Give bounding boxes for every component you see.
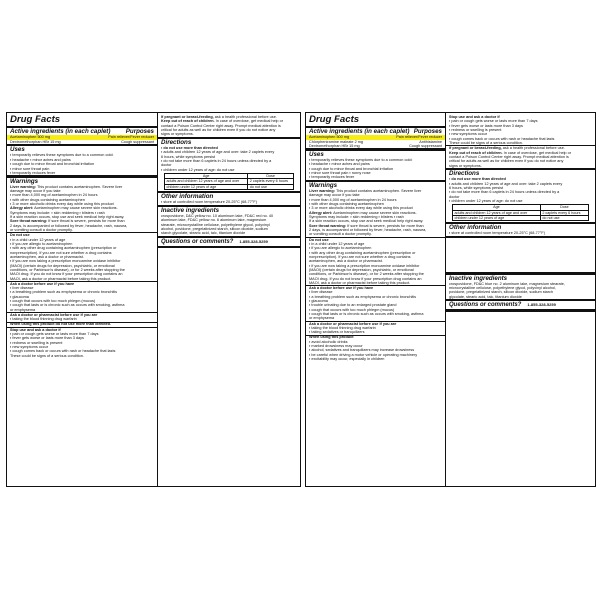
text-line: glycolate, stearic acid, talc, titanium dioxide — [449, 294, 522, 299]
inactive-ingredients-list — [446, 282, 595, 299]
text-line: Allergy alert: Acetaminophen may cause severe skin reactions. — [10, 206, 118, 211]
text-line: crospovidone, D&C yellow no. 10 aluminum lake, FD&C red no. 40 — [161, 213, 274, 218]
text-line: signs or symptoms. — [161, 132, 194, 137]
ask-doctor-heading: Ask a doctor before use if you have — [10, 281, 75, 286]
text-line: ▪ more than 4,000 mg of acetaminophen in 24 hours — [309, 197, 397, 202]
text-line: (MAOI) (certain drugs for depression, psychiatric, or emotional — [309, 267, 414, 272]
text-line: ▪ headache ▪ minor aches and pains — [309, 162, 370, 167]
text-line: ▪ redness or swelling is present — [10, 340, 63, 345]
text-line: Allergy alert: Acetaminophen may cause severe skin reactions. — [309, 210, 417, 215]
ask-pharmacist-heading: Ask a doctor or pharmacist before use if you are — [10, 312, 98, 317]
active-ingredients-header: Active ingredients (in each caplet) Purposes — [10, 128, 154, 136]
dose-table-dose-header: Dose — [248, 174, 294, 179]
text-line: ▪ more than 4,000 mg of acetaminophen in 24 hours — [10, 193, 98, 198]
dose-table-cell: do not use — [540, 215, 588, 220]
drug-facts-title: Drug Facts — [10, 114, 61, 125]
do-not-use-heading: Do not use — [10, 233, 30, 238]
text-line: ▪ cough comes back or occurs with rash or headache that lasts — [449, 136, 555, 141]
text-line: ▪ with other drugs containing acetaminophen — [10, 197, 85, 202]
do-not-use-list — [306, 242, 445, 285]
inactive-ingredients-list — [158, 214, 300, 236]
text-line: ▪ if you are now taking a prescription monoamine oxidase inhibitor — [309, 263, 420, 268]
inactive-ingredients-heading: Inactive ingredients — [449, 274, 508, 282]
text-line: ▪ store at controlled room temperature 20-25°C (68-77°F) — [161, 200, 257, 205]
warnings-list — [306, 189, 445, 237]
questions-line: Questions or comments? 1-855-328-5259 — [161, 239, 268, 246]
label-2-left-column — [306, 113, 446, 486]
text-line: contact a Poison Control Center right away. Prompt medical attention is — [161, 123, 281, 128]
ingredient-row: Acetaminophen 500 mg Pain reliever/Fever reducer — [7, 135, 157, 139]
text-line: damage may occur if you take — [309, 193, 360, 198]
phone-number[interactable]: 1-855-328-5259 — [239, 239, 268, 245]
text-line: ▪ fever gets worse or lasts more than 3 days — [449, 123, 523, 128]
stop-use-list — [446, 119, 595, 145]
text-line: If a skin reaction occurs, stop use and seek medical help right away. — [10, 214, 125, 219]
do-not-use-heading: Do not use — [309, 237, 329, 242]
text-line: Keep out of reach of children. In case of overdose, get medical help or — [449, 150, 571, 155]
text-line: Sore throat warning: If sore throat is severe, persists for more than — [309, 223, 424, 228]
stop-use-heading: Stop use and ask a doctor if — [449, 115, 500, 119]
dose-table-age-header: Age — [165, 174, 248, 179]
text-line: ▪ temporarily relieves these symptoms due to a common cold: — [309, 157, 413, 162]
text-line: ▪ liver disease — [309, 290, 333, 295]
text-line: Sore throat warning: If sore throat is severe, persists for more than — [10, 219, 125, 224]
text-line: ▪ a breathing problem such as emphysema or chronic bronchitis — [10, 290, 118, 295]
text-line: nonprescription). If you are not sure whether a drug contains — [10, 250, 112, 255]
ask-doctor-list — [7, 286, 157, 312]
text-line: MAOI drug. If you do not know if your prescription drug contains an — [309, 276, 422, 281]
uses-list — [7, 153, 157, 175]
text-line: ▪ if you are allergic to acetaminophen — [309, 246, 372, 251]
text-line: povidone, pregelatinized starch, silicon dioxide, sodium starch — [449, 290, 554, 295]
text-line: signs or symptoms. — [449, 163, 482, 168]
text-line: MAOI, ask a doctor or pharmacist before taking this product. — [10, 276, 112, 281]
text-line: ▪ temporarily reduces fever — [10, 170, 56, 175]
text-line: ▪ do not take more than 6 caplets in 24 hours unless directed by a — [161, 159, 272, 164]
text-line: ▪ pain or cough gets worse or lasts more than 7 days — [10, 331, 99, 336]
dosage-table — [452, 204, 589, 221]
warnings-list — [7, 185, 157, 233]
text-line: ▪ glaucoma — [10, 294, 29, 299]
text-line: ▪ adults and children 12 years of age and over: take 2 caplets every — [449, 181, 563, 186]
text-line: or vomiting consult a doctor promptly. — [309, 232, 372, 237]
text-line: alcohol, povidone, pregelatinized starch, silicon dioxide, sodium — [161, 226, 268, 231]
text-line: conditions, or Parkinson's disease), or for 2 weeks after stopping the — [309, 272, 424, 277]
text-line: ▪ with any other drug containing acetaminophen (prescription or — [309, 250, 416, 255]
text-line: ▪ cough that occurs with too much phlegm (mucus) — [309, 307, 395, 312]
directions-heading: Directions — [449, 170, 480, 178]
text-line: contact a Poison Control Center right away. Prompt medical attention is — [449, 154, 569, 159]
text-line: ▪ avoid alcoholic drinks — [309, 339, 348, 344]
do-not-use-list — [7, 238, 157, 281]
ask-pharmacist-list — [306, 326, 445, 335]
dose-table-age-header: Age — [453, 205, 541, 210]
questions-line: Questions or comments? 1-855-328-5259 — [449, 302, 556, 309]
active-ingredients-header: Active ingredients (in each caplet) Purposes — [309, 128, 442, 136]
text-line: MAOI drug. If you do not know if your prescription drug contains an — [10, 272, 123, 277]
text-line: ▪ be careful when driving a motor vehicle or operating machinery — [309, 352, 418, 357]
text-line: ▪ minor sore throat pain ▪ runny nose — [309, 170, 371, 175]
text-line: If pregnant or breast-feeding, ask a health professional before use. — [449, 146, 565, 151]
text-line: ▪ taking sedatives or tranquilizers — [309, 330, 365, 335]
text-line: 6 hours, while symptoms persist — [449, 186, 504, 190]
text-line: or emphysema — [309, 316, 335, 321]
text-line: ▪ adults and children 12 years of age and over: take 2 caplets every — [161, 150, 275, 155]
directions-heading: Directions — [161, 139, 192, 147]
label-2-right-column — [446, 113, 595, 486]
ingredient-row: Dextromethorphan HBr 15 mg Cough suppressant — [309, 144, 442, 149]
text-line: MAOI, ask a doctor or pharmacist before taking this product. — [309, 280, 411, 285]
text-line: acetaminophen, ask a doctor or pharmacist. — [10, 254, 84, 259]
text-line: ▪ taking the blood thinning drug warfarin — [10, 317, 77, 322]
dosage-table — [164, 173, 294, 190]
dose-table-cell: children under 12 years of age — [453, 215, 541, 220]
text-line: ▪ temporarily reduces fever — [309, 175, 355, 180]
text-line: acetaminophen, ask a doctor or pharmacist. — [309, 259, 383, 264]
text-line: ▪ glaucoma — [309, 299, 328, 304]
text-line: doctor — [161, 163, 172, 168]
directions-list — [446, 177, 595, 203]
text-line: doctor — [449, 194, 460, 199]
text-line: Keep out of reach of children. In case of overdose, get medical help or — [161, 119, 283, 124]
text-line: If a skin reaction occurs, stop use and seek medical help right away. — [309, 219, 424, 224]
text-line: These could be signs of a serious condition. — [10, 353, 84, 358]
text-line: ▪ with any other drug containing acetaminophen (prescription or — [10, 246, 117, 251]
directions-list — [158, 146, 300, 172]
text-line: ▪ do not use more than directed — [161, 146, 218, 151]
uses-heading: Uses — [309, 150, 324, 158]
ask-doctor-heading: Ask a doctor before use if you have — [309, 286, 374, 291]
text-line: ▪ minor sore throat pain — [10, 166, 50, 171]
text-line: nonprescription). If you are not sure whether a drug contains — [309, 254, 411, 259]
text-line: ▪ do not use more than directed — [449, 177, 506, 182]
text-line: or vomiting consult a doctor promptly. — [10, 228, 73, 233]
text-line: ▪ fever gets worse or lasts more than 3 days — [10, 336, 84, 341]
text-line: stearate, microcrystalline cellulose, polyethylene glycol, polyvinyl — [161, 222, 270, 227]
text-line: ▪ cough that occurs with too much phlegm (mucus) — [10, 299, 96, 304]
stop-use-list — [7, 332, 157, 358]
text-line: Symptoms may include: ▪ skin reddening ▪ blisters ▪ rash — [10, 210, 105, 215]
text-line: ▪ cough due to minor throat and bronchial irritation — [10, 162, 95, 167]
uses-list — [306, 158, 445, 180]
text-line: ▪ trouble urinating due to an enlarged prostate gland — [309, 303, 397, 308]
text-line: These could be signs of a serious condition. — [449, 141, 523, 146]
pregnancy-overdose-notice — [158, 115, 300, 137]
stop-use-heading: Stop use and ask a doctor if — [10, 327, 61, 332]
text-line: ▪ if you are now taking a prescription monoamine oxidase inhibitor — [10, 259, 121, 264]
text-line: ▪ children under 12 years of age: do not use — [449, 199, 523, 204]
text-line: Liver warning: This product contains acetaminophen. Severe liver — [309, 188, 422, 193]
text-line: ▪ 3 or more alcoholic drinks every day while using this product — [10, 201, 114, 206]
other-information-heading: Other information — [161, 193, 214, 201]
text-line: Symptoms may include: ▪ skin reddening ▪ blisters ▪ rash — [309, 214, 404, 219]
text-line: ▪ cough due to minor throat and bronchial irritation — [309, 166, 394, 171]
drug-facts-title: Drug Facts — [309, 114, 360, 125]
text-line: ▪ headache ▪ minor aches and pains — [10, 157, 71, 162]
text-line: ▪ pain or cough gets worse or lasts more than 7 days — [449, 119, 538, 124]
text-line: ▪ do not take more than 6 caplets in 24 hours unless directed by a — [449, 190, 560, 195]
ask-doctor-list — [306, 290, 445, 320]
label-1-right-column — [158, 113, 300, 486]
inactive-ingredients-heading: Inactive ingredients — [161, 206, 220, 214]
phone-number[interactable]: 1-855-328-5259 — [527, 302, 556, 308]
ask-pharmacist-heading: Ask a doctor or pharmacist before use if you are — [309, 321, 397, 326]
text-line: ▪ marked drowsiness may occur — [309, 344, 363, 349]
when-using-heading: When using this product — [309, 335, 354, 340]
text-line: 2 days, is accompanied or followed by fever, headache, rash, nausea, — [309, 228, 427, 233]
text-line: aluminum lake, FD&C yellow no. 6 aluminum lake, magnesium — [161, 218, 267, 223]
when-using-list — [306, 340, 445, 362]
text-line: (MAOI) (certain drugs for depression, psychiatric, or emotional — [10, 263, 115, 268]
text-line: ▪ cough that lasts or is chronic such as occurs with smoking, asthma — [10, 303, 125, 308]
text-line: critical for adults as well as for children even if you do not notice any — [161, 128, 276, 133]
text-line: ▪ in a child under 12 years of age — [309, 241, 365, 246]
warnings-heading: Warnings — [309, 181, 338, 189]
when-using-heading: When using this product do not use more than directed. — [10, 322, 112, 327]
text-line: ▪ alcohol, sedatives and tranquilizers may increase drowsiness — [309, 348, 415, 353]
text-line: 6 hours, while symptoms persist — [161, 154, 216, 159]
ingredient-row: Dextromethorphan HBr 15 mg Cough suppressant — [10, 139, 154, 144]
text-line: Liver warning: This product contains acetaminophen. Severe liver — [10, 184, 123, 189]
text-line: ▪ taking the blood thinning drug warfarin — [309, 325, 376, 330]
text-line: ▪ redness or swelling is present — [449, 128, 502, 133]
dose-table-cell: adults and children 12 years of age and over — [453, 210, 541, 215]
dose-table-cell: 2 caplets every 6 hours — [540, 210, 588, 215]
drug-facts-label-2 — [305, 112, 596, 487]
text-line: ▪ cough that lasts or is chronic such as occurs with smoking, asthma — [309, 312, 424, 317]
other-information-heading: Other information — [449, 224, 502, 232]
text-line: starch glycolate, stearic acid, talc, titanium dioxide — [161, 231, 246, 236]
dose-table-cell: children under 12 years of age — [165, 184, 248, 189]
text-line: ▪ if you are allergic to acetaminophen — [10, 241, 73, 246]
dose-table-cell: do not use — [248, 184, 294, 189]
uses-heading: Uses — [10, 146, 25, 154]
text-line: If pregnant or breast-feeding, ask a health professional before use. — [161, 115, 277, 119]
text-line: ▪ 3 or more alcoholic drinks every day while using this product — [309, 206, 413, 211]
text-line: ▪ store at controlled room temperature 20-25°C (68-77°F) — [449, 231, 545, 236]
text-line: critical for adults as well as for children even if you do not notice any — [449, 159, 564, 164]
label-1-left-column — [7, 113, 158, 486]
pregnancy-overdose-notice — [446, 146, 595, 168]
text-line: damage may occur if you take — [10, 188, 61, 193]
text-line: conditions, or Parkinson's disease), or for 2 weeks after stopping the — [10, 267, 125, 272]
dose-table-cell: 2 caplets every 6 hours — [248, 179, 294, 184]
warnings-heading: Warnings — [10, 177, 39, 185]
ingredient-row: Acetaminophen 500 mg Pain reliever/Fever reducer — [306, 135, 445, 139]
text-line: crospovidone, FD&C blue no. 2 aluminum lake, magnesium stearate, — [449, 281, 565, 286]
dose-table-dose-header: Dose — [540, 205, 588, 210]
text-line: or emphysema — [10, 307, 36, 312]
text-line: microcrystalline cellulose, polyethylene glycol, polyvinyl alcohol, — [449, 285, 556, 290]
text-line: ▪ cough comes back or occurs with rash or headache that lasts — [10, 349, 116, 354]
ingredient-row: Chlorpheniramine maleate 2 mg Antihistamine — [309, 139, 442, 144]
dose-table-cell: adults and children 12 years of age and over — [165, 179, 248, 184]
text-line: ▪ temporarily relieves these symptoms due to a common cold: — [10, 153, 114, 158]
text-line: ▪ with other drugs containing acetaminophen — [309, 201, 384, 206]
text-line: ▪ in a child under 12 years of age — [10, 237, 66, 242]
text-line: ▪ new symptoms occur — [10, 344, 49, 349]
text-line: ▪ a breathing problem such as emphysema or chronic bronchitis — [309, 294, 417, 299]
text-line: 2 days, is accompanied or followed by fever, headache, rash, nausea, — [10, 223, 128, 228]
drug-facts-label-1 — [6, 112, 301, 487]
text-line: ▪ new symptoms occur — [449, 132, 488, 137]
text-line: ▪ children under 12 years of age: do not use — [161, 167, 235, 172]
text-line: ▪ liver disease — [10, 286, 34, 291]
text-line: ▪ excitability may occur, especially in children — [309, 357, 385, 362]
